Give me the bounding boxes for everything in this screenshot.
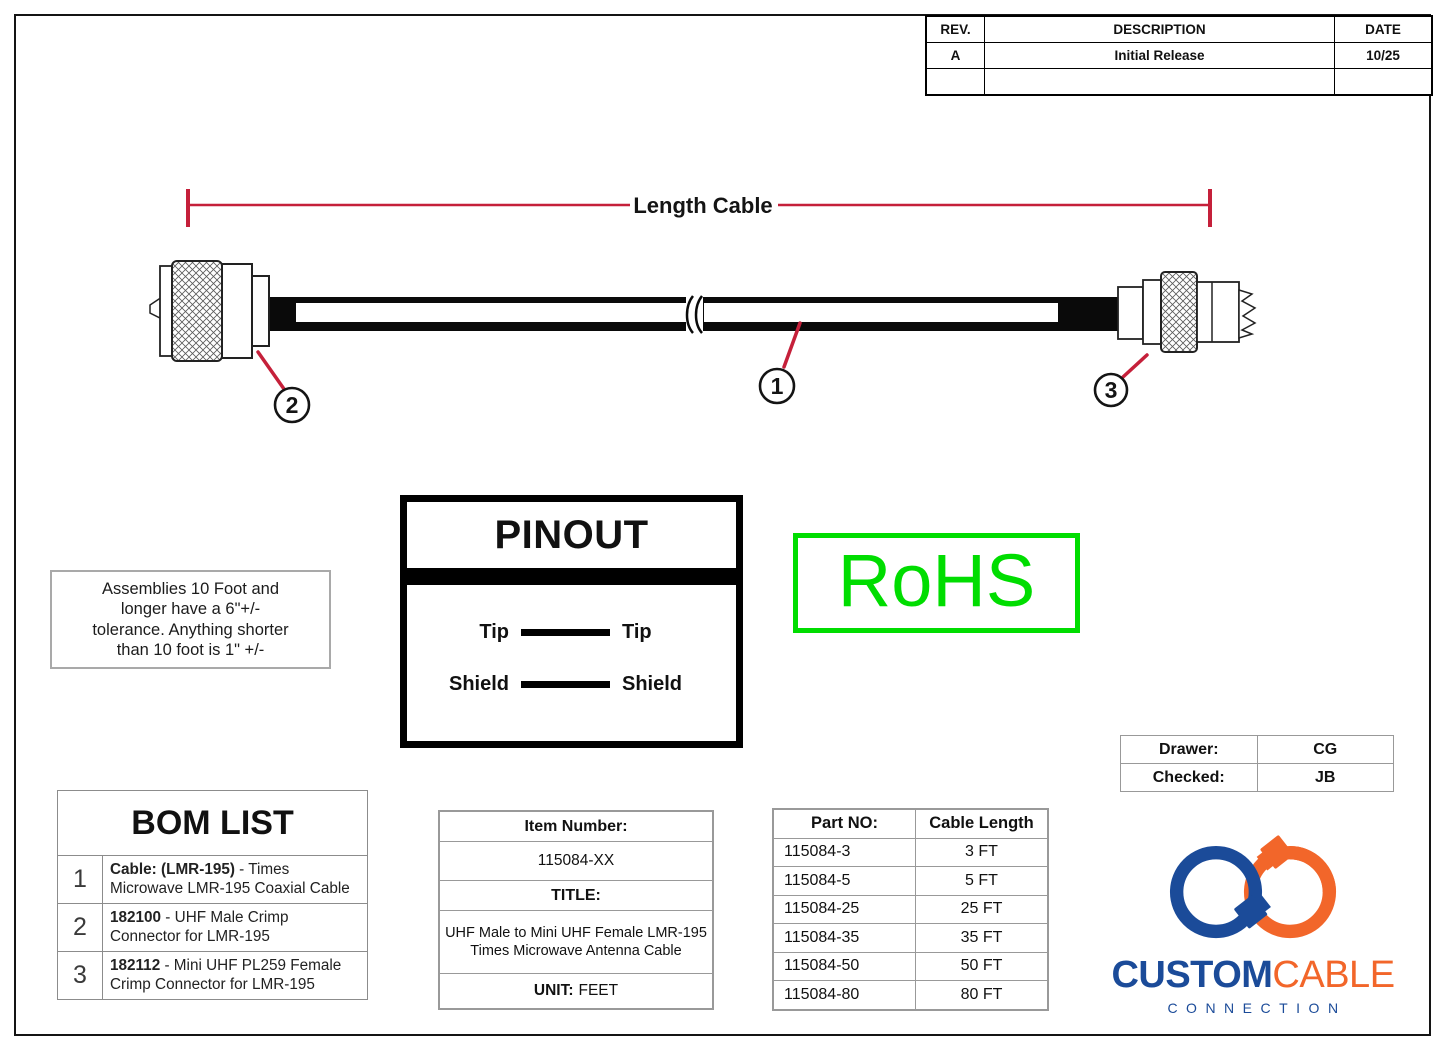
bom-item-text: - UHF Male Crimp Connector for LMR-195 (110, 909, 289, 945)
item-number-value: 115084-XX (440, 842, 712, 881)
thread-end (1239, 290, 1255, 338)
description-empty (984, 68, 1334, 94)
tolerance-note-line: longer have a 6"+/- (120, 600, 261, 618)
bom-item-text: - Times Microwave LMR-195 Coaxial Cable (110, 861, 350, 897)
title-label: TITLE: (440, 881, 712, 911)
parts-row (774, 839, 1047, 868)
item-info-table (438, 810, 714, 1010)
date-value: 10/25 (1334, 42, 1431, 68)
bom-item-number: 1 (58, 856, 103, 903)
unit-label: UNIT: (533, 982, 574, 999)
item-number-label: Item Number: (440, 812, 712, 842)
pinout-box (400, 495, 743, 748)
date-header: DATE (1334, 17, 1431, 42)
bom-row (58, 856, 367, 904)
drawer-value: CG (1313, 740, 1338, 758)
svg-text:2: 2 (285, 392, 299, 418)
bom-row (58, 904, 367, 952)
description-value: Initial Release (984, 42, 1334, 68)
bom-item-code: 182112 (110, 957, 161, 974)
part-no-header: Part NO: (774, 810, 916, 838)
revision-table (925, 15, 1433, 96)
company-logo (1083, 833, 1423, 1016)
infinity-cable-icon (1133, 833, 1373, 955)
parts-row (774, 896, 1047, 925)
date-empty (1334, 68, 1431, 94)
part-no: 115084-5 (774, 867, 916, 895)
pinout-left-label: Tip (479, 620, 509, 643)
callout-1 (760, 369, 794, 403)
callout-3 (1095, 374, 1127, 406)
checked-row (1121, 764, 1393, 791)
uhf-male-connector-drawing (150, 261, 269, 361)
bom-item-description (103, 904, 367, 951)
bom-table (57, 790, 368, 1000)
pinout-row-shield (437, 663, 706, 705)
logo-wordmark (1083, 954, 1423, 997)
pinout-left-label: Shield (448, 672, 509, 695)
approval-table (1120, 735, 1394, 792)
pinout-row-tip (437, 611, 706, 653)
tolerance-note-line: Assemblies 10 Foot and (101, 579, 279, 598)
parts-row (774, 924, 1047, 953)
cable-length: 35 FT (960, 928, 1003, 946)
bom-item-code: 182100 (110, 909, 162, 926)
part-no: 115084-50 (774, 953, 916, 981)
drawer-row (1121, 736, 1393, 764)
pinout-right-label: Shield (622, 672, 683, 695)
pinout-divider (407, 568, 736, 585)
title-value: UHF Male to Mini UHF Female LMR-195 Times Microwave Antenna Cable (440, 911, 712, 974)
parts-header-row (774, 810, 1047, 839)
logo-custom: CUSTOM (1111, 954, 1273, 996)
pinout-title: PINOUT (494, 512, 649, 557)
part-no: 115084-80 (774, 981, 916, 1009)
cable-length: 50 FT (960, 957, 1003, 975)
tolerance-note (50, 570, 331, 669)
bom-item-description (103, 856, 367, 903)
logo-connection: CONNECTION (1167, 1000, 1347, 1016)
cable-length: 5 FT (965, 871, 998, 889)
checked-label: Checked: (1121, 764, 1258, 791)
unit-value: FEET (578, 982, 619, 999)
rev-empty (927, 68, 984, 94)
bom-item-text: - Mini UHF PL259 Female Crimp Connector for LMR-195 (110, 957, 342, 993)
checked-value: JB (1315, 768, 1336, 786)
rev-header: REV. (940, 22, 971, 37)
bom-title: BOM LIST (58, 791, 367, 856)
rev-value: A (927, 42, 984, 68)
pinout-wire (521, 629, 610, 636)
tolerance-note-line: than 10 foot is 1" +/- (116, 641, 265, 659)
parts-row (774, 981, 1047, 1009)
cable-length-header: Cable Length (929, 814, 1034, 833)
bom-item-number: 2 (58, 904, 103, 951)
bom-item-code: Cable: (LMR-195) (110, 861, 235, 878)
callout-2 (275, 388, 309, 422)
svg-text:1: 1 (770, 373, 784, 399)
parts-row (774, 867, 1047, 896)
tolerance-note-line: tolerance. Anything shorter (92, 620, 289, 639)
length-cable-label: Length Cable (633, 193, 773, 218)
part-no: 115084-3 (774, 839, 916, 867)
cable-length: 25 FT (960, 900, 1003, 918)
cable-length: 80 FT (960, 985, 1003, 1003)
parts-table (772, 808, 1049, 1011)
svg-text:3: 3 (1104, 377, 1118, 403)
unit-row (440, 974, 712, 1008)
rohs-badge: RoHS (793, 533, 1080, 633)
bom-item-number: 3 (58, 952, 103, 999)
parts-row (774, 953, 1047, 982)
bom-row (58, 952, 367, 999)
logo-cable: CABLE (1272, 954, 1395, 996)
cable-length: 3 FT (965, 843, 998, 861)
pinout-wire (521, 681, 610, 688)
drawer-label: Drawer: (1121, 736, 1258, 763)
mini-uhf-female-connector-drawing (1118, 272, 1255, 352)
knurl-grip (172, 261, 222, 361)
pinout-right-label: Tip (622, 620, 652, 643)
part-no: 115084-35 (774, 924, 916, 952)
bom-item-description (103, 952, 367, 999)
description-header: DESCRIPTION (984, 17, 1334, 42)
coax-cable-drawing (266, 292, 1122, 336)
knurl-grip (1161, 272, 1197, 352)
part-no: 115084-25 (774, 896, 916, 924)
